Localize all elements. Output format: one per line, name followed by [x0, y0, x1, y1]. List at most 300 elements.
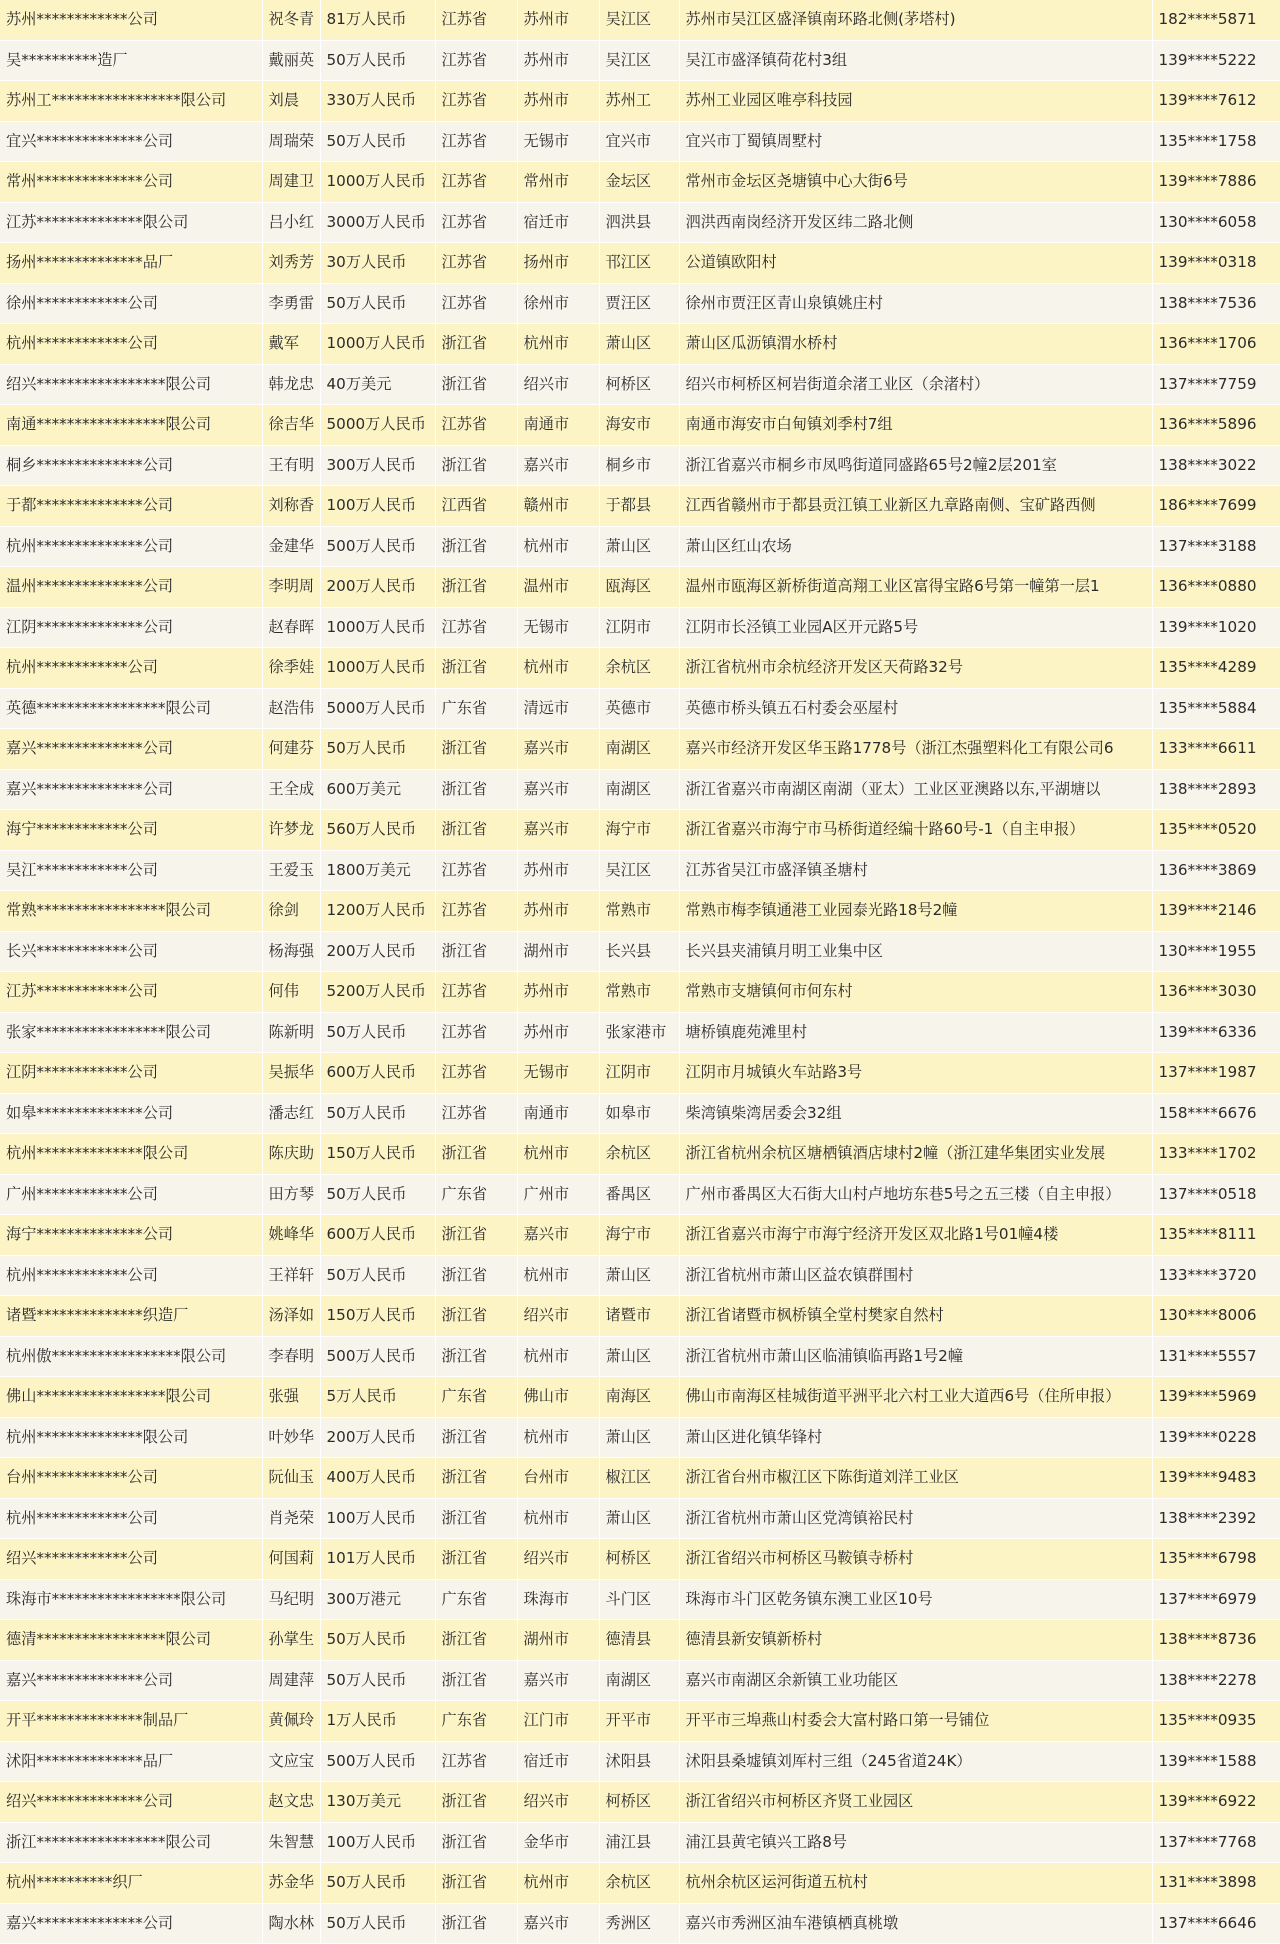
legal-person-cell: 金建华 — [262, 526, 320, 567]
city-cell: 杭州市 — [517, 324, 599, 365]
table-row — [0, 1377, 1280, 1418]
phone-cell: 135****8111 — [1152, 1215, 1280, 1256]
address-cell: 公道镇欧阳村 — [679, 243, 1152, 284]
district-cell: 诸暨市 — [599, 1296, 679, 1337]
registered-capital-cell: 1200万人民币 — [320, 891, 435, 932]
registered-capital-cell: 200万人民币 — [320, 931, 435, 972]
registered-capital-cell: 50万人民币 — [320, 1093, 435, 1134]
address-cell: 苏州工业园区唯亭科技园 — [679, 81, 1152, 122]
table-row — [0, 81, 1280, 122]
province-cell: 广东省 — [435, 1377, 517, 1418]
province-cell: 广东省 — [435, 1701, 517, 1742]
table-row — [0, 486, 1280, 527]
city-cell: 苏州市 — [517, 972, 599, 1013]
company-name-cell: 杭州**********织厂 — [0, 1863, 262, 1904]
district-cell: 常熟市 — [599, 891, 679, 932]
phone-cell: 139****5222 — [1152, 40, 1280, 81]
city-cell: 苏州市 — [517, 40, 599, 81]
city-cell: 珠海市 — [517, 1579, 599, 1620]
legal-person-cell: 吕小红 — [262, 202, 320, 243]
company-name-cell: 徐州************公司 — [0, 283, 262, 324]
table-row — [0, 1741, 1280, 1782]
province-cell: 江苏省 — [435, 283, 517, 324]
company-name-cell: 扬州**************品厂 — [0, 243, 262, 284]
phone-cell: 131****5557 — [1152, 1336, 1280, 1377]
city-cell: 苏州市 — [517, 850, 599, 891]
legal-person-cell: 戴军 — [262, 324, 320, 365]
registered-capital-cell: 101万人民币 — [320, 1539, 435, 1580]
phone-cell: 182****5871 — [1152, 0, 1280, 40]
province-cell: 江苏省 — [435, 121, 517, 162]
city-cell: 嘉兴市 — [517, 1215, 599, 1256]
district-cell: 南湖区 — [599, 729, 679, 770]
address-cell: 浙江省嘉兴市海宁市海宁经济开发区双北路1号01幢4楼 — [679, 1215, 1152, 1256]
province-cell: 浙江省 — [435, 1458, 517, 1499]
table-row — [0, 1822, 1280, 1863]
company-name-cell: 常熟*****************限公司 — [0, 891, 262, 932]
phone-cell: 136****0880 — [1152, 567, 1280, 608]
registered-capital-cell: 330万人民币 — [320, 81, 435, 122]
district-cell: 苏州工 — [599, 81, 679, 122]
address-cell: 绍兴市柯桥区柯岩街道余渚工业区（余渚村） — [679, 364, 1152, 405]
district-cell: 萧山区 — [599, 1336, 679, 1377]
city-cell: 苏州市 — [517, 1012, 599, 1053]
district-cell: 萧山区 — [599, 1417, 679, 1458]
address-cell: 长兴县夹浦镇月明工业集中区 — [679, 931, 1152, 972]
phone-cell: 139****9483 — [1152, 1458, 1280, 1499]
table-row — [0, 688, 1280, 729]
address-cell: 江阴市月城镇火车站路3号 — [679, 1053, 1152, 1094]
legal-person-cell: 汤泽如 — [262, 1296, 320, 1337]
company-name-cell: 台州************公司 — [0, 1458, 262, 1499]
province-cell: 江苏省 — [435, 1053, 517, 1094]
district-cell: 南湖区 — [599, 769, 679, 810]
city-cell: 宿迁市 — [517, 1741, 599, 1782]
legal-person-cell: 赵文忠 — [262, 1782, 320, 1823]
phone-cell: 130****6058 — [1152, 202, 1280, 243]
table-row — [0, 1417, 1280, 1458]
province-cell: 江苏省 — [435, 1012, 517, 1053]
city-cell: 苏州市 — [517, 81, 599, 122]
company-name-cell: 桐乡**************公司 — [0, 445, 262, 486]
province-cell: 浙江省 — [435, 1255, 517, 1296]
city-cell: 温州市 — [517, 567, 599, 608]
table-row — [0, 648, 1280, 689]
phone-cell: 139****7612 — [1152, 81, 1280, 122]
registered-capital-cell: 130万美元 — [320, 1782, 435, 1823]
phone-cell: 139****0228 — [1152, 1417, 1280, 1458]
registered-capital-cell: 1800万美元 — [320, 850, 435, 891]
phone-cell: 139****1020 — [1152, 607, 1280, 648]
city-cell: 赣州市 — [517, 486, 599, 527]
city-cell: 杭州市 — [517, 1863, 599, 1904]
phone-cell: 131****3898 — [1152, 1863, 1280, 1904]
legal-person-cell: 苏金华 — [262, 1863, 320, 1904]
company-name-cell: 海宁************公司 — [0, 810, 262, 851]
company-name-cell: 苏州************公司 — [0, 0, 262, 40]
district-cell: 瓯海区 — [599, 567, 679, 608]
company-name-cell: 杭州傲*****************限公司 — [0, 1336, 262, 1377]
province-cell: 浙江省 — [435, 648, 517, 689]
table-row — [0, 850, 1280, 891]
province-cell: 浙江省 — [435, 567, 517, 608]
district-cell: 泗洪县 — [599, 202, 679, 243]
address-cell: 浙江省绍兴市柯桥区齐贤工业园区 — [679, 1782, 1152, 1823]
province-cell: 江苏省 — [435, 202, 517, 243]
company-name-cell: 苏州工*****************限公司 — [0, 81, 262, 122]
district-cell: 于都县 — [599, 486, 679, 527]
table-row — [0, 931, 1280, 972]
table-row — [0, 526, 1280, 567]
city-cell: 湖州市 — [517, 931, 599, 972]
city-cell: 湖州市 — [517, 1620, 599, 1661]
legal-person-cell: 潘志红 — [262, 1093, 320, 1134]
table-row — [0, 1498, 1280, 1539]
address-cell: 浙江省杭州余杭区塘栖镇酒店埭村2幢（浙江建华集团实业发展 — [679, 1134, 1152, 1175]
phone-cell: 139****7886 — [1152, 162, 1280, 203]
company-name-cell: 南通*****************限公司 — [0, 405, 262, 446]
phone-cell: 136****5896 — [1152, 405, 1280, 446]
city-cell: 常州市 — [517, 162, 599, 203]
table-row — [0, 1336, 1280, 1377]
table-row — [0, 1701, 1280, 1742]
company-name-cell: 珠海市*****************限公司 — [0, 1579, 262, 1620]
registered-capital-cell: 500万人民币 — [320, 1741, 435, 1782]
phone-cell: 133****1702 — [1152, 1134, 1280, 1175]
legal-person-cell: 徐剑 — [262, 891, 320, 932]
table-row — [0, 567, 1280, 608]
company-name-cell: 宜兴**************公司 — [0, 121, 262, 162]
district-cell: 萧山区 — [599, 1498, 679, 1539]
company-name-cell: 开平**************制品厂 — [0, 1701, 262, 1742]
district-cell: 萧山区 — [599, 526, 679, 567]
table-row — [0, 162, 1280, 203]
province-cell: 江苏省 — [435, 81, 517, 122]
legal-person-cell: 孙掌生 — [262, 1620, 320, 1661]
address-cell: 佛山市南海区桂城街道平洲平北六村工业大道西6号（住所申报） — [679, 1377, 1152, 1418]
district-cell: 海宁市 — [599, 810, 679, 851]
province-cell: 江苏省 — [435, 972, 517, 1013]
district-cell: 萧山区 — [599, 324, 679, 365]
phone-cell: 186****7699 — [1152, 486, 1280, 527]
registered-capital-cell: 50万人民币 — [320, 40, 435, 81]
legal-person-cell: 韩龙忠 — [262, 364, 320, 405]
district-cell: 桐乡市 — [599, 445, 679, 486]
address-cell: 广州市番禺区大石街大山村卢地坊东巷5号之五三楼（自主申报） — [679, 1174, 1152, 1215]
legal-person-cell: 马纪明 — [262, 1579, 320, 1620]
company-name-cell: 杭州************公司 — [0, 324, 262, 365]
legal-person-cell: 周瑞荣 — [262, 121, 320, 162]
address-cell: 浦江县黄宅镇兴工路8号 — [679, 1822, 1152, 1863]
city-cell: 南通市 — [517, 1093, 599, 1134]
legal-person-cell: 肖尧荣 — [262, 1498, 320, 1539]
phone-cell: 136****3869 — [1152, 850, 1280, 891]
legal-person-cell: 吴振华 — [262, 1053, 320, 1094]
district-cell: 番禺区 — [599, 1174, 679, 1215]
table-row — [0, 891, 1280, 932]
city-cell: 无锡市 — [517, 1053, 599, 1094]
address-cell: 浙江省杭州市萧山区临浦镇临再路1号2幢 — [679, 1336, 1152, 1377]
phone-cell: 158****6676 — [1152, 1093, 1280, 1134]
company-name-cell: 英德*****************限公司 — [0, 688, 262, 729]
district-cell: 余杭区 — [599, 1863, 679, 1904]
registered-capital-cell: 5万人民币 — [320, 1377, 435, 1418]
registered-capital-cell: 200万人民币 — [320, 1417, 435, 1458]
city-cell: 杭州市 — [517, 526, 599, 567]
company-name-cell: 江苏************公司 — [0, 972, 262, 1013]
city-cell: 嘉兴市 — [517, 810, 599, 851]
province-cell: 浙江省 — [435, 1903, 517, 1944]
district-cell: 如皋市 — [599, 1093, 679, 1134]
registered-capital-cell: 100万人民币 — [320, 1822, 435, 1863]
district-cell: 吴江区 — [599, 40, 679, 81]
city-cell: 苏州市 — [517, 891, 599, 932]
table-row — [0, 364, 1280, 405]
city-cell: 杭州市 — [517, 1336, 599, 1377]
phone-cell: 135****1758 — [1152, 121, 1280, 162]
phone-cell: 133****3720 — [1152, 1255, 1280, 1296]
district-cell: 长兴县 — [599, 931, 679, 972]
registered-capital-cell: 1000万人民币 — [320, 648, 435, 689]
company-name-cell: 绍兴************公司 — [0, 1539, 262, 1580]
registered-capital-cell: 500万人民币 — [320, 1336, 435, 1377]
company-name-cell: 嘉兴**************公司 — [0, 769, 262, 810]
district-cell: 江阴市 — [599, 607, 679, 648]
address-cell: 塘桥镇鹿苑滩里村 — [679, 1012, 1152, 1053]
district-cell: 德清县 — [599, 1620, 679, 1661]
address-cell: 江阴市长泾镇工业园A区开元路5号 — [679, 607, 1152, 648]
legal-person-cell: 陈庆助 — [262, 1134, 320, 1175]
phone-cell: 136****3030 — [1152, 972, 1280, 1013]
company-name-cell: 长兴************公司 — [0, 931, 262, 972]
table-row — [0, 1012, 1280, 1053]
registered-capital-cell: 30万人民币 — [320, 243, 435, 284]
legal-person-cell: 叶妙华 — [262, 1417, 320, 1458]
legal-person-cell: 王全成 — [262, 769, 320, 810]
city-cell: 嘉兴市 — [517, 1660, 599, 1701]
province-cell: 江苏省 — [435, 0, 517, 40]
registered-capital-cell: 300万港元 — [320, 1579, 435, 1620]
address-cell: 浙江省嘉兴市海宁市马桥街道经编十路60号-1（自主申报） — [679, 810, 1152, 851]
company-name-cell: 吴江************公司 — [0, 850, 262, 891]
table-row — [0, 283, 1280, 324]
table-row — [0, 769, 1280, 810]
phone-cell: 133****6611 — [1152, 729, 1280, 770]
phone-cell: 130****1955 — [1152, 931, 1280, 972]
address-cell: 嘉兴市经济开发区华玉路1778号（浙江杰强塑料化工有限公司6 — [679, 729, 1152, 770]
legal-person-cell: 赵浩伟 — [262, 688, 320, 729]
city-cell: 苏州市 — [517, 0, 599, 40]
legal-person-cell: 周建萍 — [262, 1660, 320, 1701]
city-cell: 佛山市 — [517, 1377, 599, 1418]
city-cell: 台州市 — [517, 1458, 599, 1499]
company-name-cell: 江阴**************公司 — [0, 607, 262, 648]
phone-cell: 135****0520 — [1152, 810, 1280, 851]
legal-person-cell: 杨海强 — [262, 931, 320, 972]
company-name-cell: 浙江*****************限公司 — [0, 1822, 262, 1863]
phone-cell: 138****7536 — [1152, 283, 1280, 324]
legal-person-cell: 何国莉 — [262, 1539, 320, 1580]
phone-cell: 138****8736 — [1152, 1620, 1280, 1661]
province-cell: 浙江省 — [435, 445, 517, 486]
district-cell: 南海区 — [599, 1377, 679, 1418]
registered-capital-cell: 50万人民币 — [320, 1012, 435, 1053]
district-cell: 常熟市 — [599, 972, 679, 1013]
registered-capital-cell: 50万人民币 — [320, 121, 435, 162]
province-cell: 浙江省 — [435, 1417, 517, 1458]
address-cell: 浙江省杭州市萧山区益农镇群围村 — [679, 1255, 1152, 1296]
district-cell: 吴江区 — [599, 850, 679, 891]
company-name-cell: 杭州************公司 — [0, 1255, 262, 1296]
address-cell: 萧山区红山农场 — [679, 526, 1152, 567]
province-cell: 浙江省 — [435, 769, 517, 810]
registered-capital-cell: 600万人民币 — [320, 1215, 435, 1256]
table-row — [0, 0, 1280, 40]
company-name-cell: 广州************公司 — [0, 1174, 262, 1215]
registered-capital-cell: 300万人民币 — [320, 445, 435, 486]
city-cell: 杭州市 — [517, 1255, 599, 1296]
company-name-cell: 江阴************公司 — [0, 1053, 262, 1094]
legal-person-cell: 朱智慧 — [262, 1822, 320, 1863]
address-cell: 浙江省杭州市余杭经济开发区天荷路32号 — [679, 648, 1152, 689]
table-row — [0, 121, 1280, 162]
city-cell: 宿迁市 — [517, 202, 599, 243]
province-cell: 江苏省 — [435, 243, 517, 284]
city-cell: 广州市 — [517, 1174, 599, 1215]
registered-capital-cell: 50万人民币 — [320, 729, 435, 770]
registered-capital-cell: 81万人民币 — [320, 0, 435, 40]
city-cell: 杭州市 — [517, 1417, 599, 1458]
address-cell: 沭阳县桑墟镇刘厍村三组（245省道24K） — [679, 1741, 1152, 1782]
city-cell: 杭州市 — [517, 1134, 599, 1175]
phone-cell: 138****2392 — [1152, 1498, 1280, 1539]
address-cell: 徐州市贾汪区青山泉镇姚庄村 — [679, 283, 1152, 324]
city-cell: 南通市 — [517, 405, 599, 446]
district-cell: 斗门区 — [599, 1579, 679, 1620]
company-name-cell: 于都**************公司 — [0, 486, 262, 527]
phone-cell: 135****6798 — [1152, 1539, 1280, 1580]
district-cell: 萧山区 — [599, 1255, 679, 1296]
table-row — [0, 243, 1280, 284]
city-cell: 无锡市 — [517, 121, 599, 162]
table-row — [0, 729, 1280, 770]
legal-person-cell: 陶水林 — [262, 1903, 320, 1944]
legal-person-cell: 刘晨 — [262, 81, 320, 122]
district-cell: 秀洲区 — [599, 1903, 679, 1944]
address-cell: 萧山区瓜沥镇渭水桥村 — [679, 324, 1152, 365]
registered-capital-cell: 100万人民币 — [320, 486, 435, 527]
province-cell: 浙江省 — [435, 1863, 517, 1904]
registered-capital-cell: 1000万人民币 — [320, 607, 435, 648]
legal-person-cell: 黄佩玲 — [262, 1701, 320, 1742]
company-name-cell: 绍兴*****************限公司 — [0, 364, 262, 405]
province-cell: 浙江省 — [435, 931, 517, 972]
table-row — [0, 445, 1280, 486]
district-cell: 英德市 — [599, 688, 679, 729]
registered-capital-cell: 50万人民币 — [320, 1660, 435, 1701]
province-cell: 浙江省 — [435, 810, 517, 851]
table-row — [0, 1620, 1280, 1661]
city-cell: 江门市 — [517, 1701, 599, 1742]
registered-capital-cell: 1万人民币 — [320, 1701, 435, 1742]
address-cell: 开平市三埠燕山村委会大富村路口第一号铺位 — [679, 1701, 1152, 1742]
address-cell: 浙江省绍兴市柯桥区马鞍镇寺桥村 — [679, 1539, 1152, 1580]
company-name-cell: 嘉兴**************公司 — [0, 1903, 262, 1944]
legal-person-cell: 徐季娃 — [262, 648, 320, 689]
table-row — [0, 1093, 1280, 1134]
province-cell: 江苏省 — [435, 891, 517, 932]
address-cell: 泗洪西南岗经济开发区纬二路北侧 — [679, 202, 1152, 243]
address-cell: 南通市海安市白甸镇刘季村7组 — [679, 405, 1152, 446]
table-row — [0, 607, 1280, 648]
district-cell: 沭阳县 — [599, 1741, 679, 1782]
legal-person-cell: 戴丽英 — [262, 40, 320, 81]
legal-person-cell: 周建卫 — [262, 162, 320, 203]
province-cell: 浙江省 — [435, 1782, 517, 1823]
address-cell: 常熟市梅李镇通港工业园泰光路18号2幢 — [679, 891, 1152, 932]
province-cell: 浙江省 — [435, 1822, 517, 1863]
address-cell: 萧山区进化镇华锋村 — [679, 1417, 1152, 1458]
phone-cell: 139****6922 — [1152, 1782, 1280, 1823]
address-cell: 宜兴市丁蜀镇周墅村 — [679, 121, 1152, 162]
company-name-cell: 杭州**************公司 — [0, 526, 262, 567]
district-cell: 开平市 — [599, 1701, 679, 1742]
province-cell: 广东省 — [435, 1579, 517, 1620]
table-row — [0, 972, 1280, 1013]
district-cell: 柯桥区 — [599, 364, 679, 405]
district-cell: 浦江县 — [599, 1822, 679, 1863]
city-cell: 无锡市 — [517, 607, 599, 648]
city-cell: 徐州市 — [517, 283, 599, 324]
address-cell: 柴湾镇柴湾居委会32组 — [679, 1093, 1152, 1134]
district-cell: 海安市 — [599, 405, 679, 446]
table-row — [0, 40, 1280, 81]
registered-capital-cell: 50万人民币 — [320, 1174, 435, 1215]
legal-person-cell: 文应宝 — [262, 1741, 320, 1782]
address-cell: 常州市金坛区尧塘镇中心大街6号 — [679, 162, 1152, 203]
address-cell: 苏州市吴江区盛泽镇南环路北侧(茅塔村) — [679, 0, 1152, 40]
phone-cell: 137****0518 — [1152, 1174, 1280, 1215]
province-cell: 浙江省 — [435, 526, 517, 567]
address-cell: 浙江省台州市椒江区下陈街道刘洋工业区 — [679, 1458, 1152, 1499]
table-row — [0, 1782, 1280, 1823]
table-row — [0, 202, 1280, 243]
registered-capital-cell: 40万美元 — [320, 364, 435, 405]
legal-person-cell: 张强 — [262, 1377, 320, 1418]
table-row — [0, 1903, 1280, 1944]
registered-capital-cell: 400万人民币 — [320, 1458, 435, 1499]
district-cell: 余杭区 — [599, 648, 679, 689]
phone-cell: 139****1588 — [1152, 1741, 1280, 1782]
table-row — [0, 1255, 1280, 1296]
company-name-cell: 常州**************公司 — [0, 162, 262, 203]
district-cell: 南湖区 — [599, 1660, 679, 1701]
legal-person-cell: 何伟 — [262, 972, 320, 1013]
registered-capital-cell: 600万人民币 — [320, 1053, 435, 1094]
address-cell: 浙江省嘉兴市南湖区南湖（亚太）工业区亚澳路以东,平湖塘以 — [679, 769, 1152, 810]
phone-cell: 137****7768 — [1152, 1822, 1280, 1863]
district-cell: 椒江区 — [599, 1458, 679, 1499]
legal-person-cell: 刘秀芳 — [262, 243, 320, 284]
province-cell: 江苏省 — [435, 162, 517, 203]
company-name-cell: 温州**************公司 — [0, 567, 262, 608]
legal-person-cell: 刘称香 — [262, 486, 320, 527]
phone-cell: 130****8006 — [1152, 1296, 1280, 1337]
city-cell: 绍兴市 — [517, 1782, 599, 1823]
registered-capital-cell: 50万人民币 — [320, 1863, 435, 1904]
province-cell: 浙江省 — [435, 1620, 517, 1661]
phone-cell: 138****3022 — [1152, 445, 1280, 486]
